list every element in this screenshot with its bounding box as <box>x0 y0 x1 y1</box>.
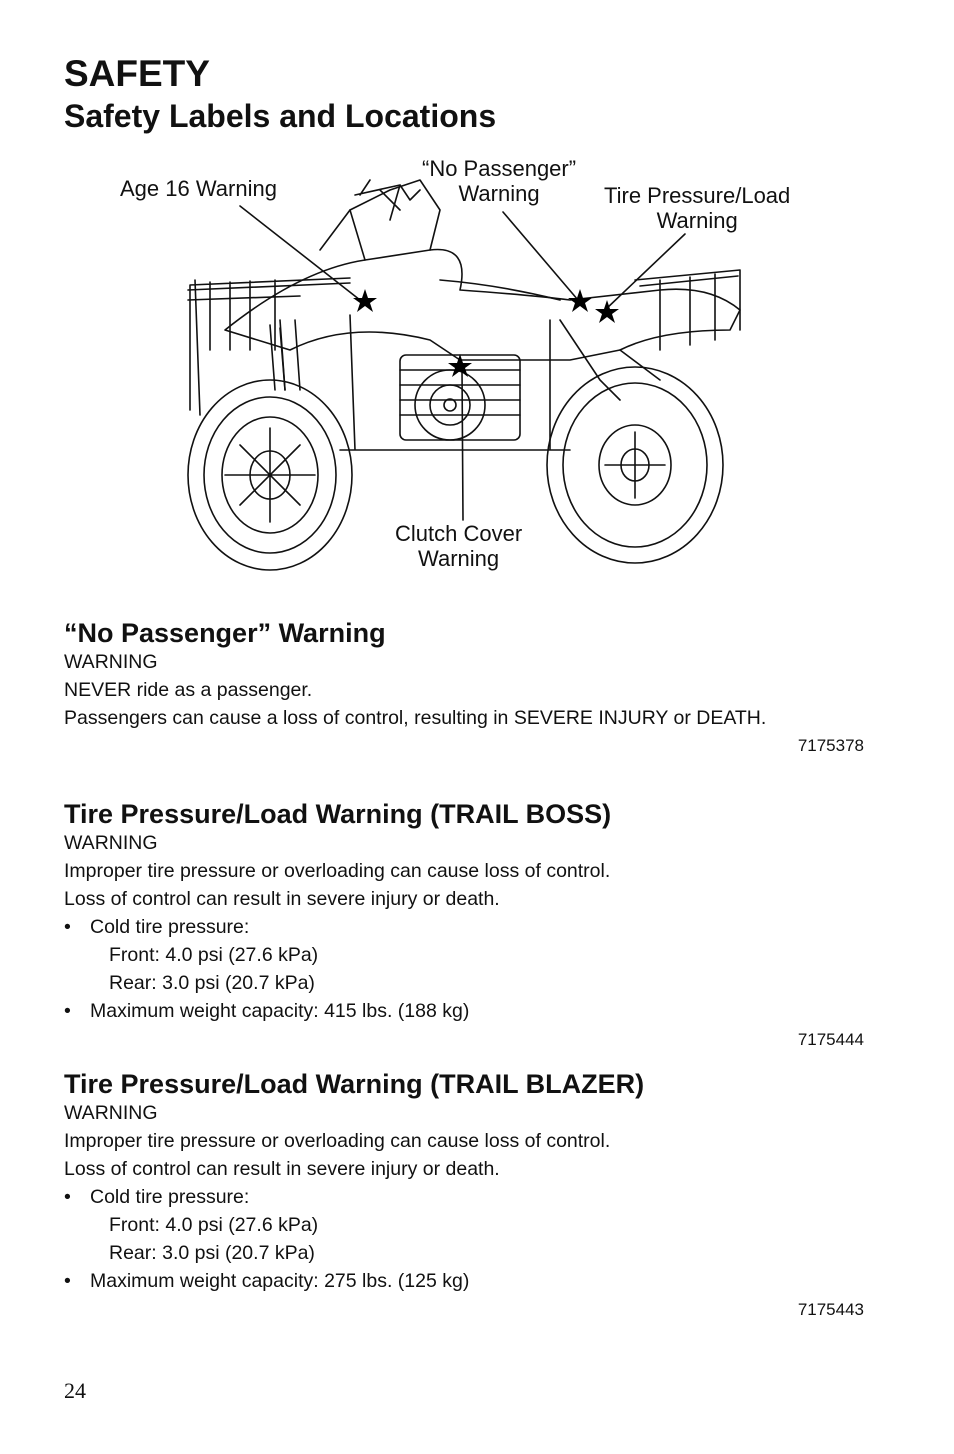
page-header <box>64 52 496 136</box>
trail-boss-part-number: 7175444 <box>797 1030 864 1049</box>
section-title: SAFETY <box>64 53 210 94</box>
trail-blazer-heading: Tire Pressure/Load Warning (TRAIL BLAZER) <box>64 1069 645 1099</box>
trail-blazer-part-number: 7175443 <box>797 1300 864 1319</box>
trail-blazer-bullet-pressure <box>64 1187 864 1208</box>
trail-boss-signal-word: WARNING <box>64 832 158 854</box>
page-number: 24 <box>64 1378 86 1403</box>
trail-blazer-bullet2-text: Maximum weight capacity: 275 lbs. (125 kg) <box>90 1270 470 1292</box>
trail-blazer-rear-pressure: Rear: 3.0 psi (20.7 kPa) <box>109 1242 315 1264</box>
tire-pressure-callout <box>604 183 790 233</box>
no-passenger-callout-line2: Warning <box>458 181 540 206</box>
trail-blazer-bullet1-text: Cold tire pressure: <box>90 1186 250 1208</box>
clutch-cover-callout-line2: Warning <box>418 546 500 571</box>
no-passenger-heading: “No Passenger” Warning <box>64 618 386 648</box>
clutch-cover-callout <box>395 521 522 571</box>
trail-blazer-signal-word: WARNING <box>64 1102 158 1124</box>
trail-boss-bullet1-text: Cold tire pressure: <box>90 916 250 938</box>
clutch-cover-callout-line1: Clutch Cover <box>395 521 523 546</box>
age16-warning-callout <box>120 176 277 201</box>
trail-blazer-front-pressure: Front: 4.0 psi (27.6 kPa) <box>109 1214 319 1236</box>
bullet-glyph: • <box>64 1000 71 1022</box>
atv-label-locations-figure <box>100 150 860 580</box>
trail-boss-bullet2-text: Maximum weight capacity: 415 lbs. (188 kg) <box>90 1000 470 1022</box>
tire-pressure-callout-line2: Warning <box>656 208 738 233</box>
trail-boss-heading: Tire Pressure/Load Warning (TRAIL BOSS) <box>64 799 612 829</box>
trail-blazer-line2: Loss of control can result in severe injury or death. <box>64 1158 500 1180</box>
tire-pressure-callout-line1: Tire Pressure/Load <box>604 183 791 208</box>
no-passenger-line2: Passengers can cause a loss of control, resulting in SEVERE INJURY or DEATH. <box>64 707 767 729</box>
no-passenger-callout <box>422 156 576 206</box>
trail-blazer-section <box>64 1068 864 1320</box>
trail-blazer-line1: Improper tire pressure or overloading can cause loss of control. <box>64 1130 611 1152</box>
trail-boss-line1: Improper tire pressure or overloading can cause loss of control. <box>64 860 611 882</box>
no-passenger-signal-word: WARNING <box>64 651 158 673</box>
trail-boss-rear-pressure: Rear: 3.0 psi (20.7 kPa) <box>109 972 315 994</box>
no-passenger-section <box>64 617 864 756</box>
age16-warning-label: Age 16 Warning <box>120 176 277 201</box>
trail-boss-front-pressure: Front: 4.0 psi (27.6 kPa) <box>109 944 319 966</box>
no-passenger-line1: NEVER ride as a passenger. <box>64 679 313 701</box>
trail-boss-line2: Loss of control can result in severe injury or death. <box>64 888 500 910</box>
no-passenger-callout-line1: “No Passenger” <box>422 156 577 181</box>
page-title: Safety Labels and Locations <box>64 98 497 134</box>
bullet-glyph: • <box>64 916 71 938</box>
bullet-glyph: • <box>64 1186 71 1208</box>
bullet-glyph: • <box>64 1270 71 1292</box>
no-passenger-part-number: 7175378 <box>797 736 864 755</box>
trail-boss-bullet-capacity <box>64 1001 864 1022</box>
trail-boss-section <box>64 798 864 1050</box>
trail-blazer-bullet-capacity <box>64 1271 864 1292</box>
trail-boss-bullet-pressure <box>64 917 864 938</box>
